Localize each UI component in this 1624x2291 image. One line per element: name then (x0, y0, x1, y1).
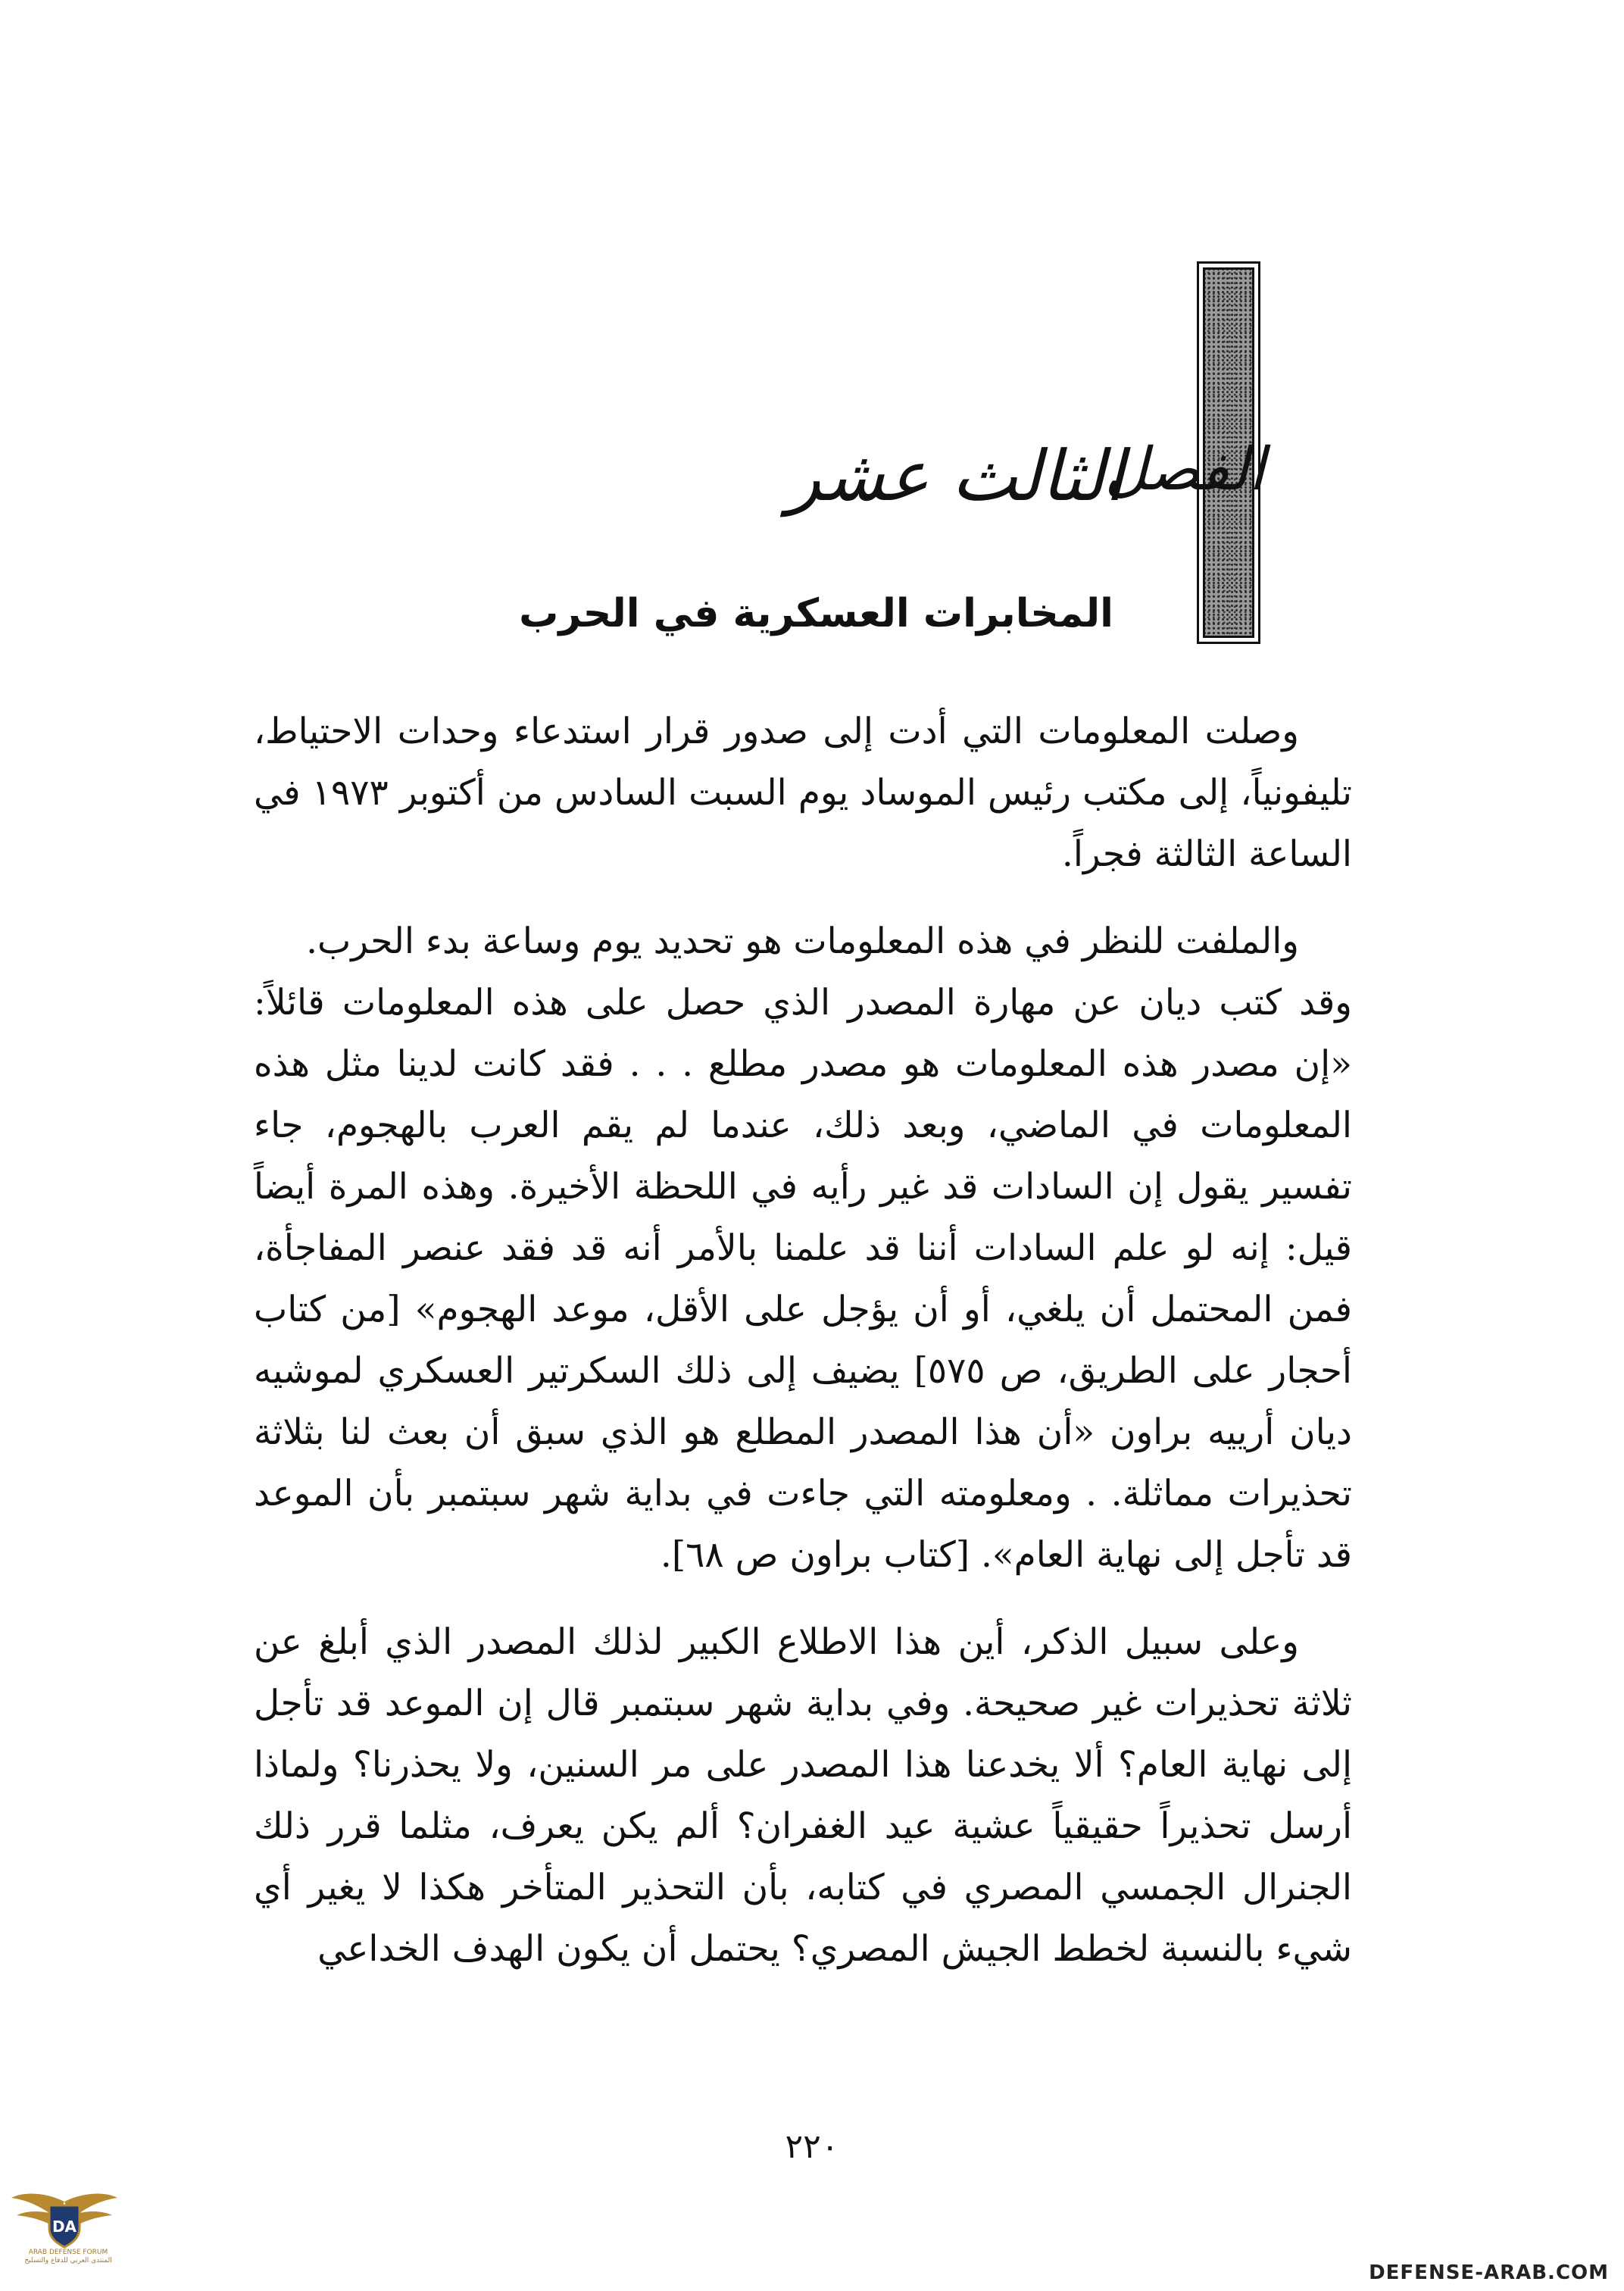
paragraph-1: وصلت المعلومات التي أدت إلى صدور قرار استدعاء وحدات الاحتياط، تليفونياً، إلى مكتب رئيس الموساد يوم السبت السادس من أكتوبر ١٩٧٣ في الساعة الثالثة فجراً. (254, 711, 1352, 875)
page-number: ٢٢٠ (785, 2127, 839, 2166)
paragraph-3: وقد كتب ديان عن مهارة المصدر الذي حصل على هذه المعلومات قائلاً: «إن مصدر هذه المعلومات هو مصدر مطلع . . . فقد كانت لدينا مثل هذه المعلومات في الماضي، وبعد ذلك، عندما لم يقم العرب بالهجوم، جاء تفسير يقول إن السادات قد غير رأيه في اللحظة الأخيرة. وهذه المرة أيضاً قيل: إنه لو علم السادات أننا قد علمنا بالأمر أنه قد فقد عنصر المفاجأة، فمن المحتمل أن يلغي، أو أن يؤجل على الأقل، موعد الهجوم» [من كتاب أحجار على الطريق، ص ٥٧٥] يضيف إلى ذلك السكرتير العسكري لموشيه ديان أرييه براون «أن هذا المصدر المطلع هو الذي سبق أن بعث لنا بثلاثة تحذيرات مماثلة. . ومعلومته التي جاءت في بداية شهر سبتمبر بأن الموعد قد تأجل إلى نهاية العام». [كتاب براون ص ٦٨]. (254, 982, 1352, 1576)
paragraph-2: والملفت للنظر في هذه المعلومات هو تحديد يوم وساعة بدء الحرب. (306, 920, 1299, 962)
paragraph-4: وعلى سبيل الذكر، أين هذا الاطلاع الكبير لذلك المصدر الذي أبلغ عن ثلاثة تحذيرات غير صحيحة. وفي بداية شهر سبتمبر قال إن الموعد قد تأجل إلى نهاية العام؟ ألا يخدعنا هذا المصدر على مر السنين، ولا يحذرنا؟ ولماذا أرسل تحذيراً حقيقياً عشية عيد الغفران؟ ألم يكن يعرف، مثلما قرر ذلك الجنرال الجمسي المصري في كتابه، بأن التحذير المتأخر هكذا لا يغير أي شيء بالنسبة لخطط الجيش المصري؟ يحتمل أن يكون الهدف الخداعي (254, 1621, 1352, 1970)
logo-initials: DA (52, 2218, 77, 2236)
chapter-title: المخابرات العسكرية في الحرب (519, 591, 1113, 636)
forum-logo-icon (8, 2171, 121, 2285)
body-text (254, 701, 1352, 2005)
site-watermark: DEFENSE-ARAB.COM (1369, 2261, 1609, 2284)
logo-caption-en: ARAB DEFENSE FORUM (28, 2249, 108, 2256)
logo-caption-ar: المنتدى العربي للدفاع والتسليح (24, 2257, 112, 2264)
chapter-ordinal: الثالث عشر (787, 436, 1124, 517)
logo-caption (8, 2249, 129, 2265)
chapter-label: الفصل (1104, 436, 1265, 504)
